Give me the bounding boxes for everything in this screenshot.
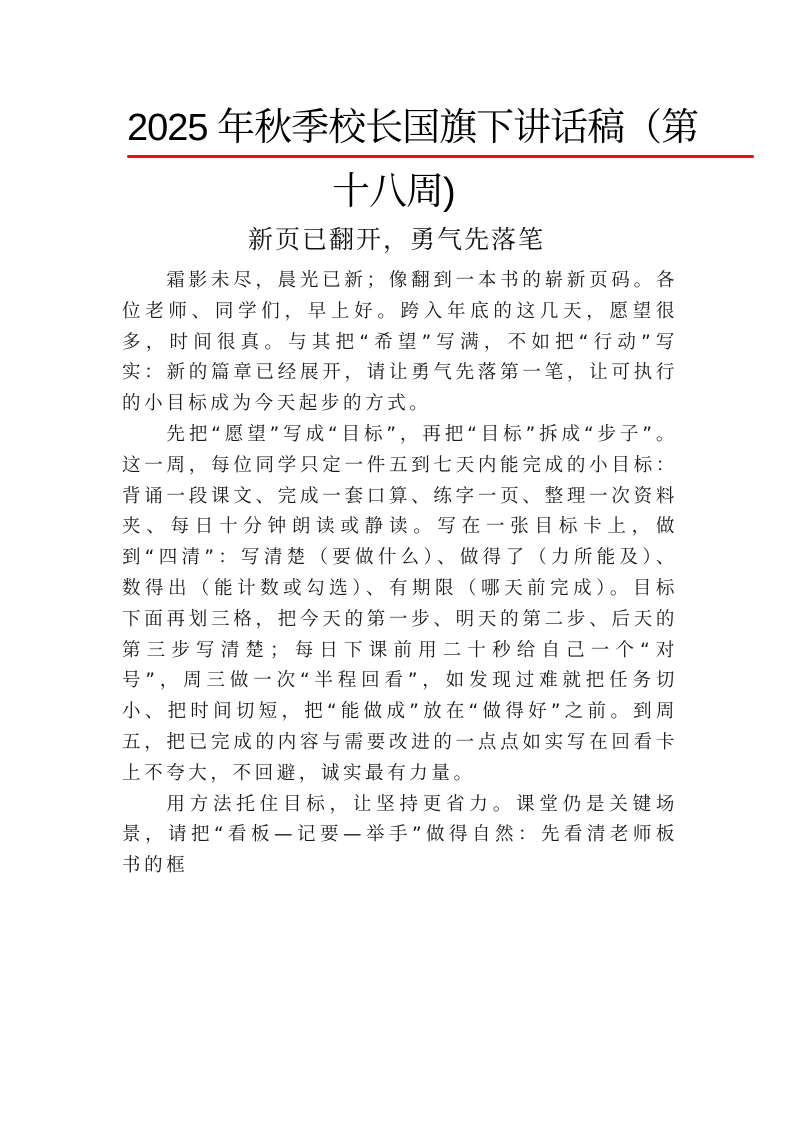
paragraph-1: 霜影未尽，晨光已新；像翻到一本书的崭新页码。各位老师、同学们，早上好。跨入年底的这几天，愿望很多，时间很真。与其把“希望”写满，不如把“行动”写实：新的篇章已经展开，请让勇气先落第一笔，让可执行的小目标成为今天起步的方式。	[122, 270, 678, 415]
document-title-line-1: 2025 年秋季校长国旗下讲话稿（第	[127, 107, 699, 149]
paragraph-3: 用方法托住目标，让坚持更省力。课堂仍是关键场景，请把“看板—记要—举手”做得自然：先看清老师板书的框	[122, 793, 678, 877]
document-body	[122, 266, 678, 882]
document-subtitle: 新页已翻开，勇气先落笔	[247, 225, 545, 254]
paragraph-2: 先把“愿望”写成“目标”，再把“目标”拆成“步子”。这一周，每位同学只定一件五到七天内能完成的小目标：背诵一段课文、完成一套口算、练字一页、整理一次资料夹、每日十分钟朗读或静读。写在一张目标卡上，做到“四清”：写清楚（要做什么）、做得了（力所能及）、数得出（能计数或勾选）、有期限（哪天前完成）。目标下面再划三格，把今天的第一步、明天的第二步、后天的第三步写清楚；每日下课前用二十秒给自己一个“对号”，周三做一次“半程回看”，如发现过难就把任务切小、把时间切短，把“能做成”放在“做得好”之前。到周五，把已完成的内容与需要改进的一点点如实写在回看卡上不夸大，不回避，诚实最有力量。	[122, 423, 678, 784]
title-red-rule	[127, 155, 754, 158]
document-title-line-2: 十八周)	[332, 171, 455, 213]
